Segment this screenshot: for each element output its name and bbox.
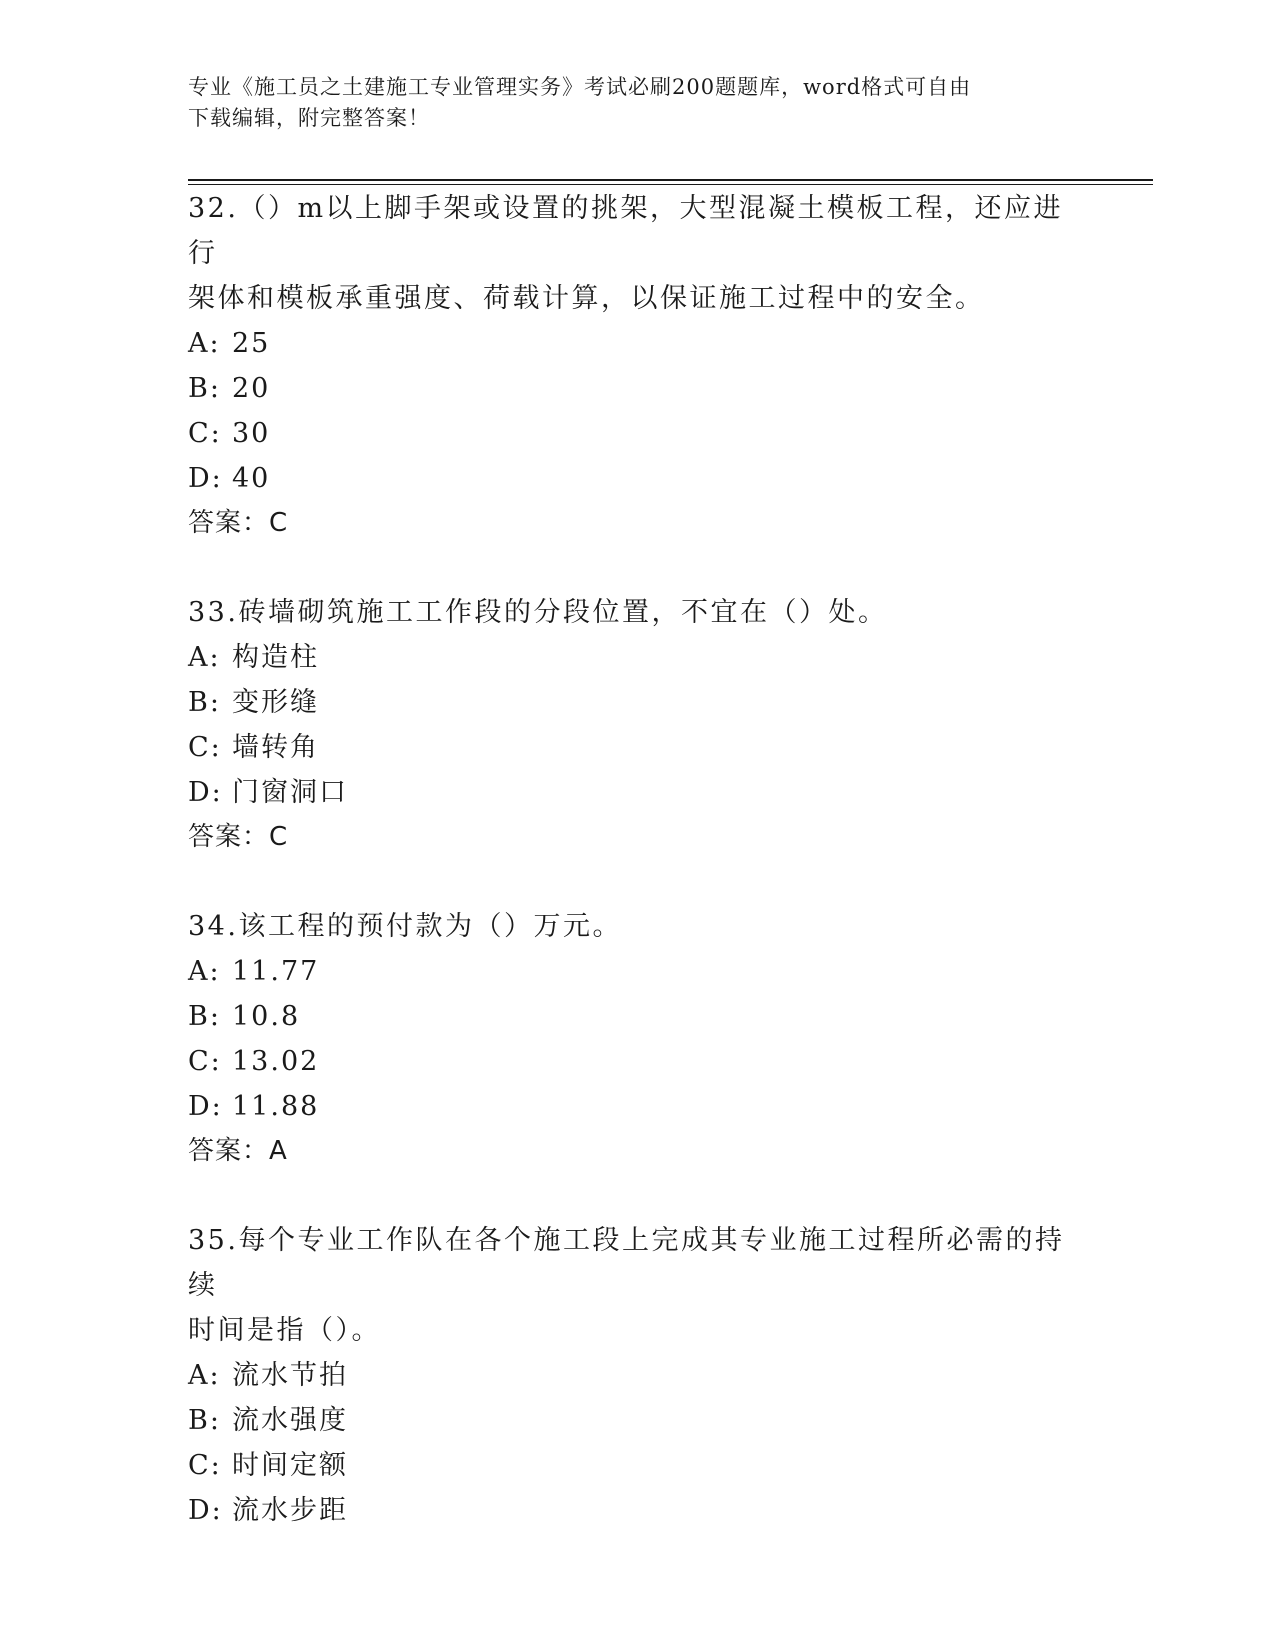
header-line-2: 下载编辑，附完整答案！ [188,106,430,130]
option-letter: D: [188,1495,223,1526]
option-c [188,1039,1088,1084]
option-letter: A: [188,956,221,987]
option-b [188,994,1088,1039]
answer: 答案：C [188,822,289,852]
option-letter: B: [188,373,221,404]
option-text: 流水强度 [232,1405,348,1436]
question-32 [188,186,1088,546]
option-letter: C: [188,418,222,449]
option-text: 构造柱 [232,642,319,673]
question-stem-line-2: 时间是指（）。 [188,1315,381,1346]
option-text: 11.88 [232,1091,320,1122]
option-b [188,366,1088,411]
option-text: 20 [232,373,271,404]
option-letter: B: [188,1405,221,1436]
option-d [188,1488,1088,1533]
header-divider-thick [188,179,1153,181]
option-letter: B: [188,687,221,718]
option-b [188,1398,1088,1443]
question-35 [188,1218,1088,1533]
option-a [188,635,1088,680]
option-letter: C: [188,732,222,763]
question-34 [188,904,1088,1174]
document-header [188,72,1068,134]
option-text: 25 [232,328,271,359]
question-33 [188,590,1088,860]
option-d [188,1084,1088,1129]
answer: 答案：C [188,508,289,538]
option-c [188,1443,1088,1488]
option-text: 墙转角 [232,732,319,763]
option-text: 10.8 [232,1001,301,1032]
option-letter: D: [188,463,223,494]
option-letter: A: [188,642,221,673]
option-letter: C: [188,1450,222,1481]
option-letter: D: [188,1091,223,1122]
option-text: 时间定额 [232,1450,348,1481]
option-letter: A: [188,328,221,359]
spacer [188,860,1088,904]
question-stem-line-1: 32.（）m以上脚手架或设置的挑架，大型混凝土模板工程，还应进行 [188,193,1064,269]
option-c [188,725,1088,770]
option-letter: C: [188,1046,222,1077]
option-text: 13.02 [232,1046,320,1077]
question-stem-line-1: 35.每个专业工作队在各个施工段上完成其专业施工过程所必需的持续 [188,1225,1065,1301]
header-line-1: 专业《施工员之土建施工专业管理实务》考试必刷200题题库，word格式可自由 [188,75,972,99]
option-a [188,949,1088,994]
question-stem-line-1: 34.该工程的预付款为（）万元。 [188,911,622,942]
option-text: 变形缝 [232,687,319,718]
option-text: 门窗洞口 [232,777,348,808]
option-letter: B: [188,1001,221,1032]
option-d [188,456,1088,501]
option-text: 流水节拍 [232,1360,348,1391]
spacer [188,546,1088,590]
option-c [188,411,1088,456]
option-text: 30 [232,418,271,449]
option-letter: D: [188,777,223,808]
option-b [188,680,1088,725]
question-stem-line-2: 架体和模板承重强度、荷载计算，以保证施工过程中的安全。 [188,283,985,314]
option-a [188,1353,1088,1398]
option-text: 流水步距 [232,1495,348,1526]
header-divider-thin [188,184,1153,185]
question-list [188,186,1088,1533]
option-d [188,770,1088,815]
question-stem-line-1: 33.砖墙砌筑施工工作段的分段位置，不宜在（）处。 [188,597,888,628]
spacer [188,1174,1088,1218]
option-a [188,321,1088,366]
answer: 答案：A [188,1136,288,1166]
option-letter: A: [188,1360,221,1391]
option-text: 11.77 [232,956,320,987]
option-text: 40 [232,463,271,494]
